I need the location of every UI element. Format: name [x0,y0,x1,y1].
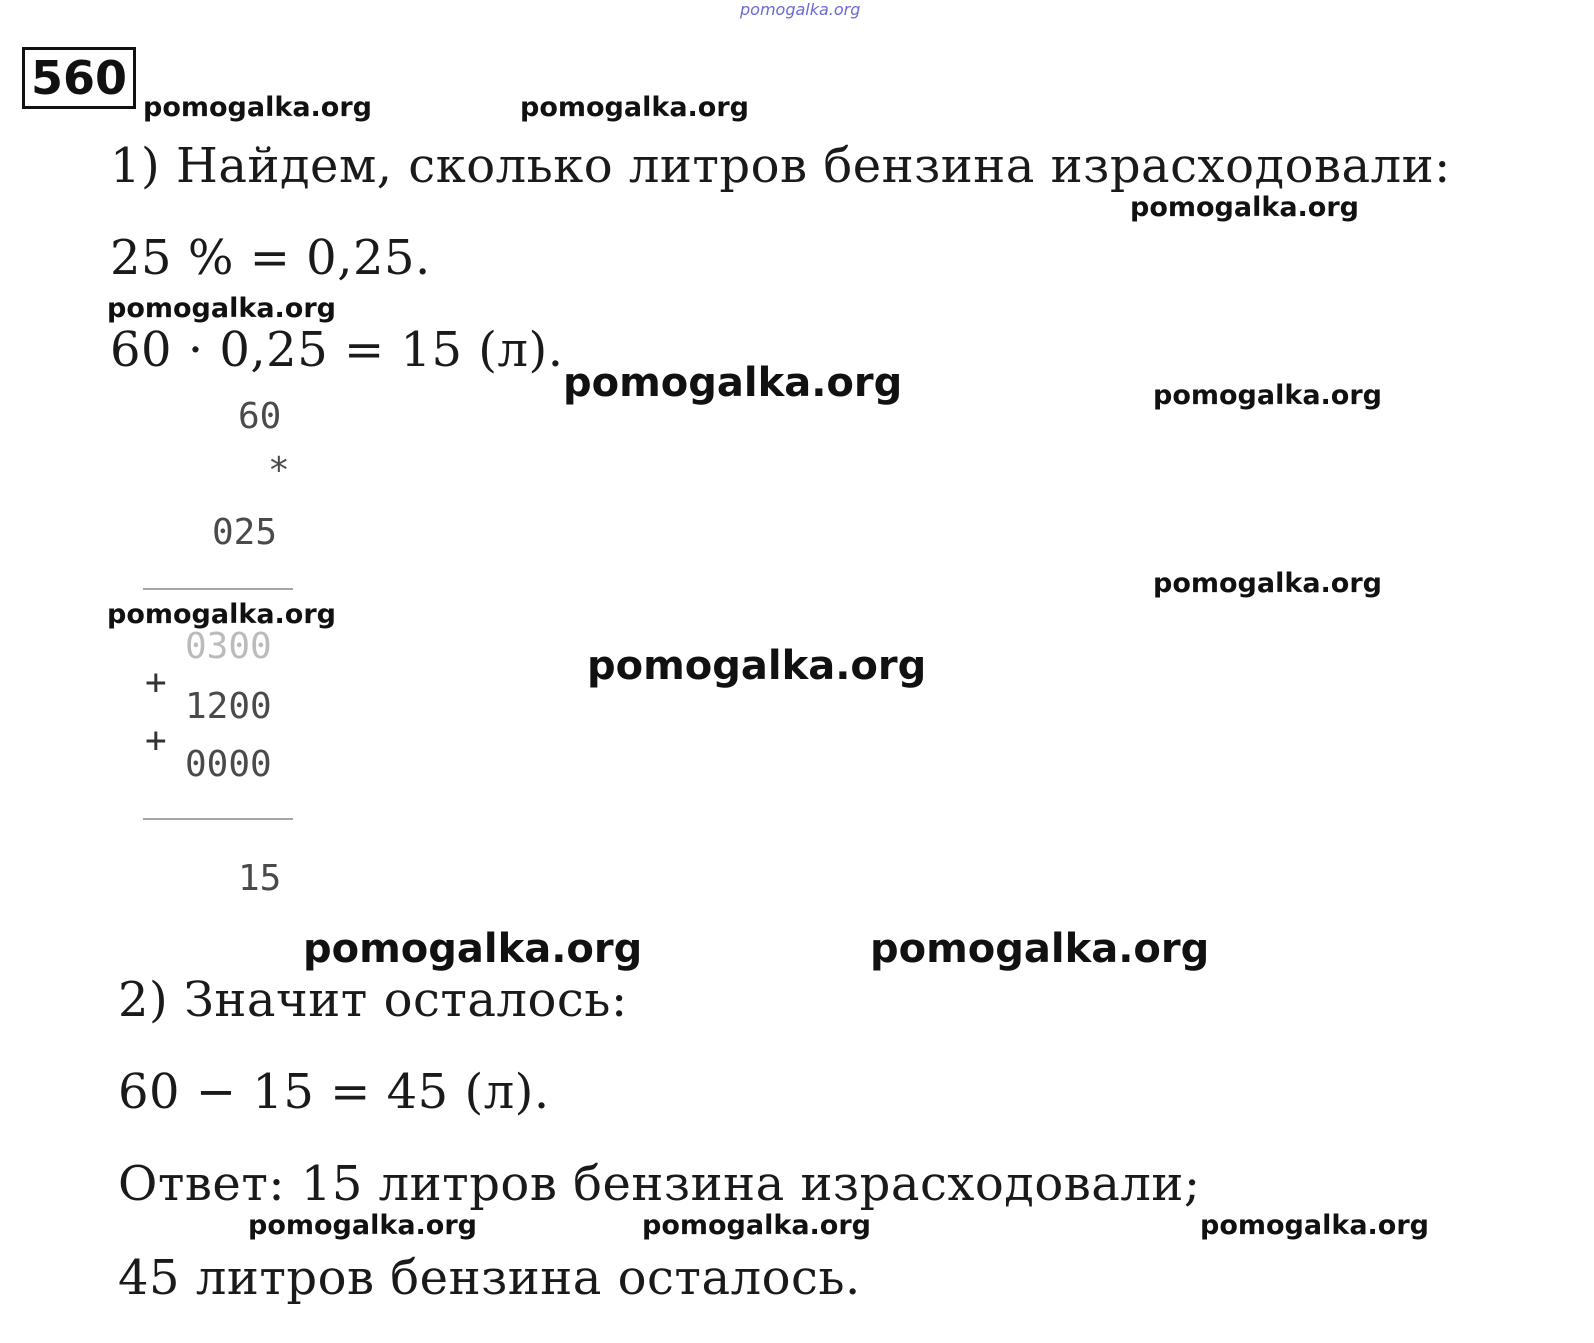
answer-line-1: Ответ: 15 литров бензина израсходовали; [118,1156,1201,1212]
watermark: pomogalka.org [870,926,1210,972]
watermark: pomogalka.org [248,1210,477,1241]
watermark: pomogalka.org [563,360,903,406]
watermark: pomogalka.org [143,92,372,123]
calc-plus-1: + [145,662,167,703]
calc-multiplier: 025 [212,512,278,553]
watermark: pomogalka.org [107,293,336,324]
watermark: pomogalka.org [1153,568,1382,599]
watermark: pomogalka.org [520,92,749,123]
calc-partial-1: 0300 [185,626,272,667]
watermark-top: pomogalka.org [740,0,861,19]
watermark: pomogalka.org [1153,380,1382,411]
calc-partial-3: 0000 [185,744,272,785]
calc-rule-top [143,588,293,590]
calc-partial-2: 1200 [185,686,272,727]
task-number-box: 560 [22,47,136,109]
multiplication-line: 60 · 0,25 = 15 (л). [110,322,564,378]
calc-plus-2: + [145,720,167,761]
step1-heading: 1) Найдем, сколько литров бензина израсходовали: [110,138,1451,194]
percent-line: 25 % = 0,25. [110,230,431,286]
calc-multiplicand: 60 [238,396,282,437]
watermark: pomogalka.org [107,599,336,630]
watermark: pomogalka.org [642,1210,871,1241]
watermark: pomogalka.org [1130,192,1359,223]
watermark: pomogalka.org [587,643,927,689]
watermark: pomogalka.org [1200,1210,1429,1241]
calc-rule-bottom [143,818,293,820]
calc-result: 15 [238,858,282,899]
calc-operator: * [268,450,290,491]
answer-line-2: 45 литров бензина осталось. [118,1250,861,1306]
watermark: pomogalka.org [303,926,643,972]
step2-heading: 2) Значит осталось: [118,972,628,1028]
subtraction-line: 60 − 15 = 45 (л). [118,1064,550,1120]
